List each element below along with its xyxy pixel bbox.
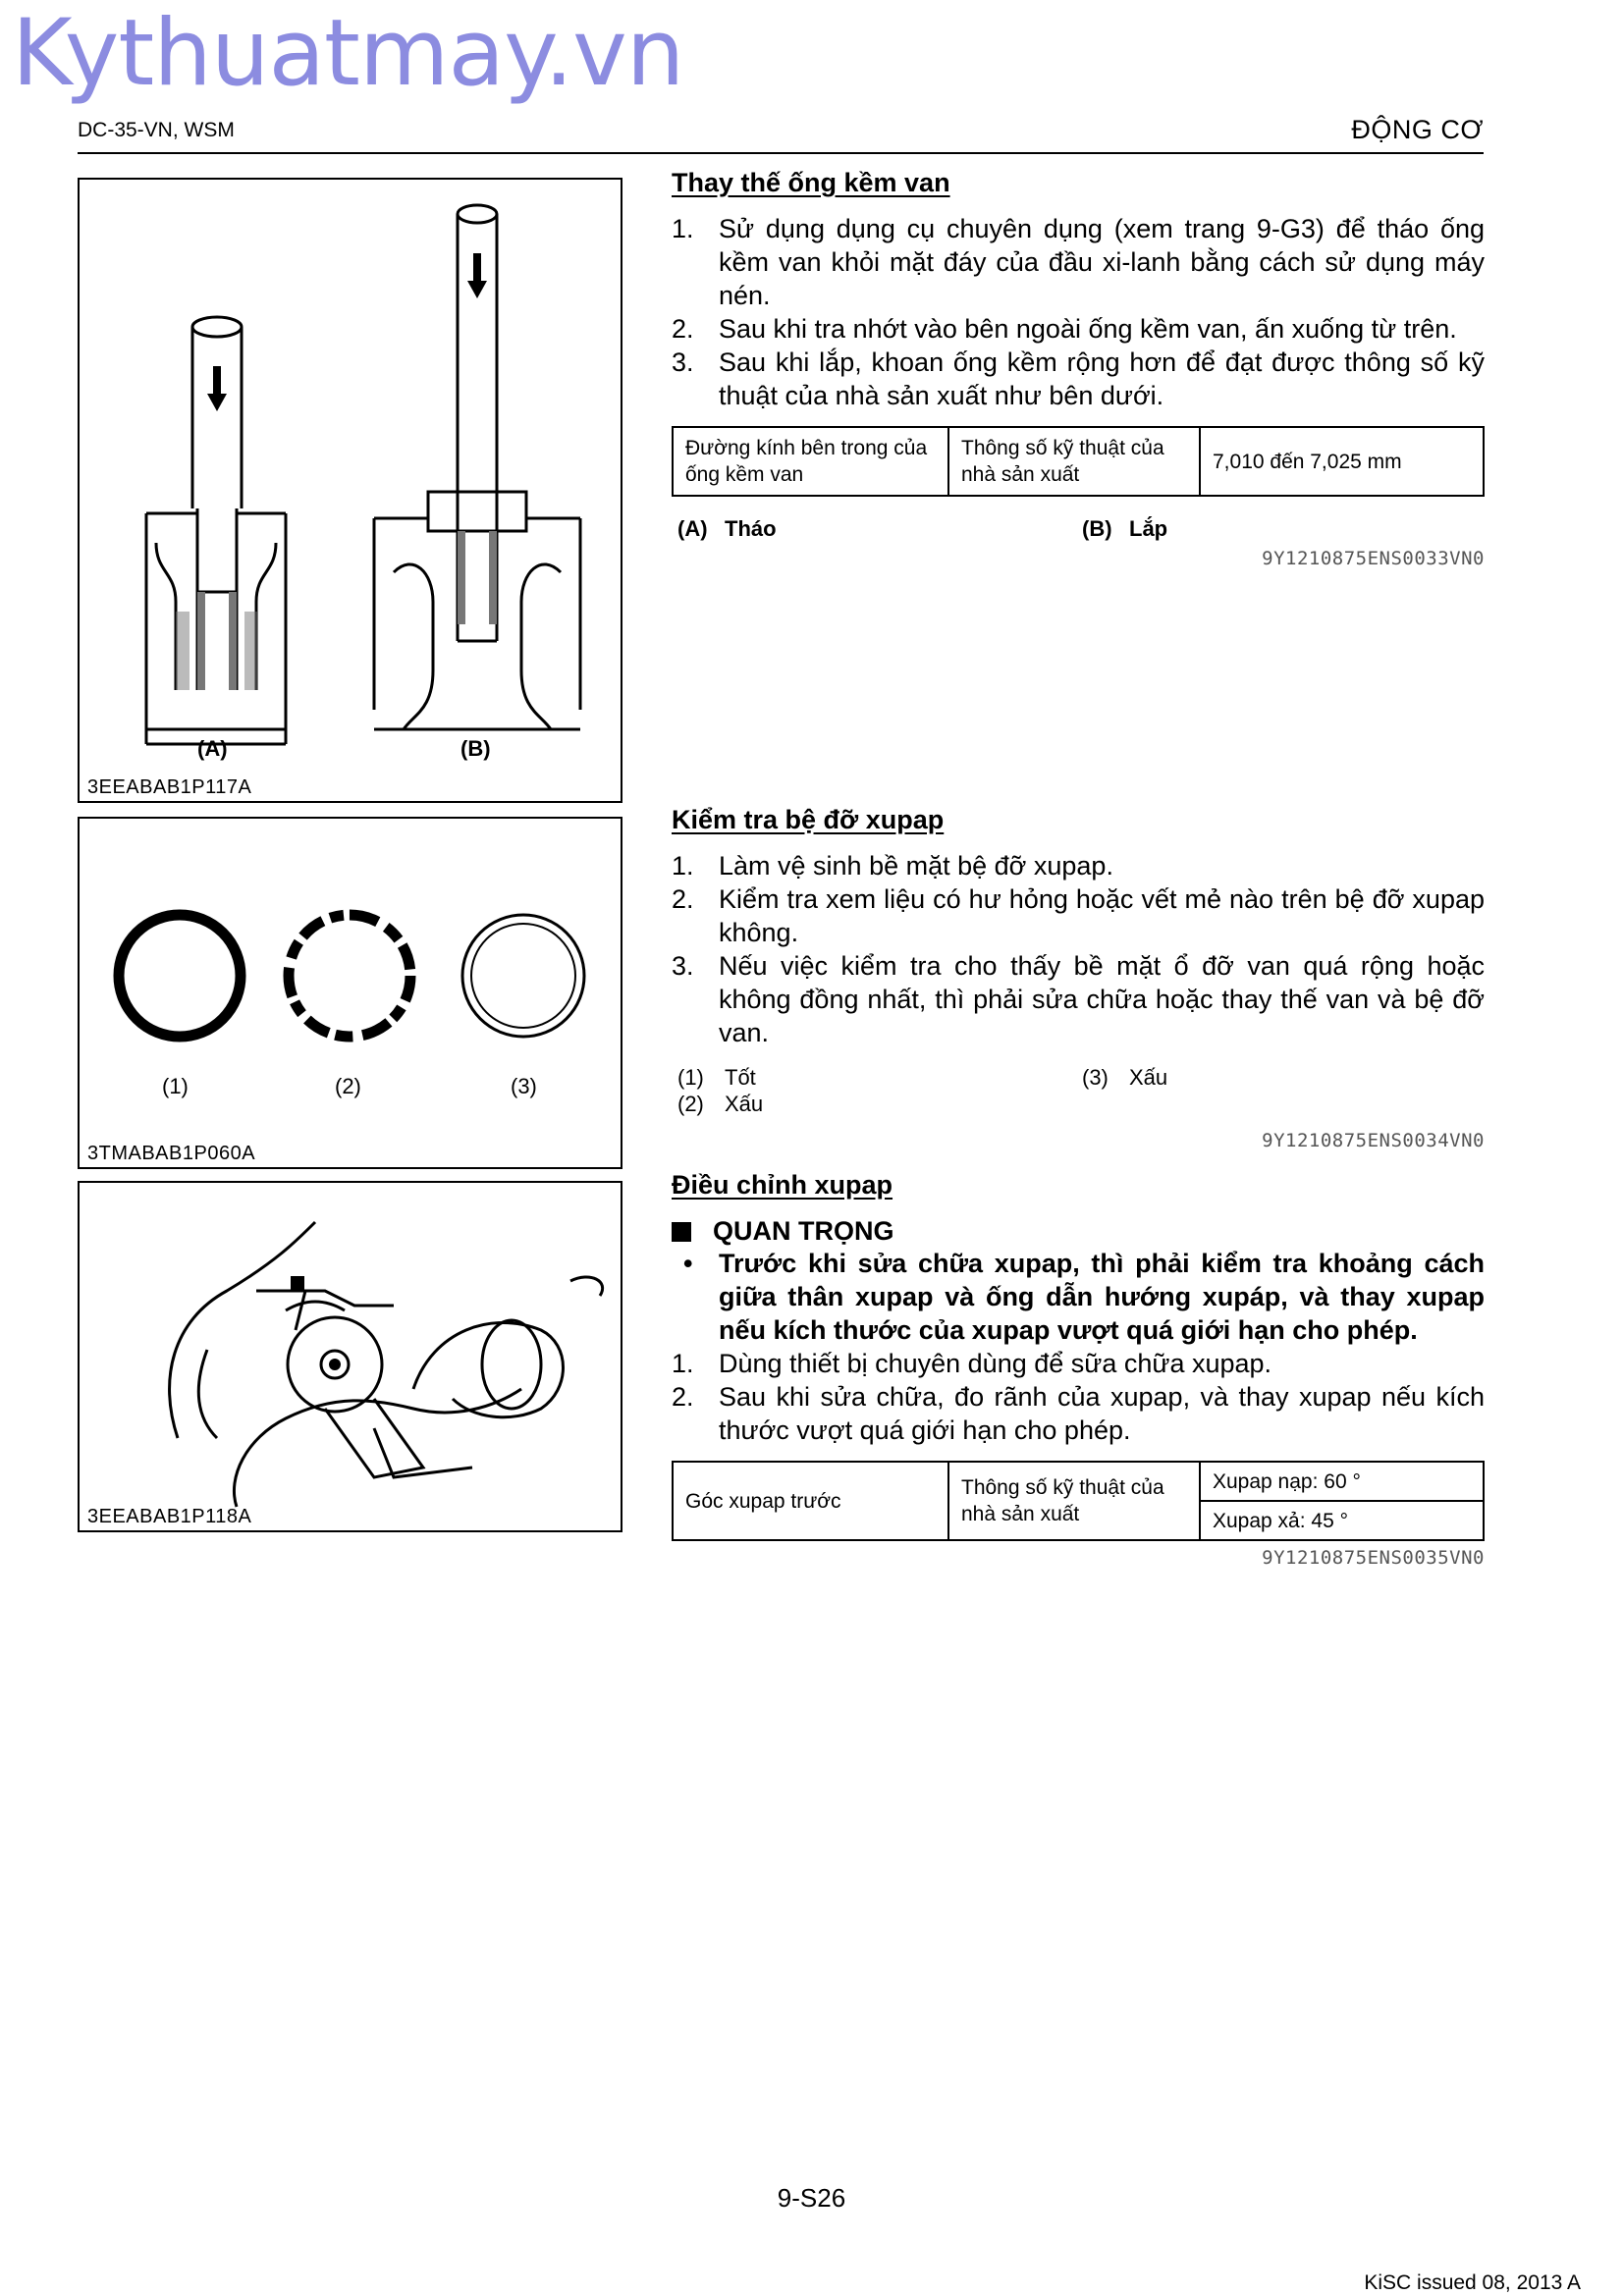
spec-type: Thông số kỹ thuật của nhà sản xuất [948, 427, 1200, 496]
legend-val-1: Tốt [725, 1065, 756, 1090]
figure-code: 3EEABAB1P118A [87, 1506, 252, 1527]
legend [672, 516, 1485, 546]
legend-key-1: (1) [677, 1065, 704, 1090]
section-title-valve-adjust: Điều chỉnh xupap [672, 1170, 893, 1200]
section-title-valve-guide: Thay thế ống kềm van [672, 168, 950, 197]
section-title-valve-seat: Kiểm tra bệ đỡ xupap [672, 805, 945, 834]
label-1: (1) [162, 1074, 189, 1098]
reference-code: 9Y1210875ENS0033VN0 [1262, 548, 1485, 569]
step-item: 3. Sau khi lắp, khoan ống kềm rộng hơn để đạt được thông số kỹ thuật của nhà sản xuất như bên dưới. [672, 347, 1485, 410]
steps-list [672, 212, 1485, 412]
spec-value-intake: Xupap nạp: 60 ° [1200, 1462, 1484, 1501]
step-item: 1. Sử dụng dụng cụ chuyên dụng (xem trang 9-G3) để tháo ống kềm van khỏi mặt đáy của đầu xi-lanh bằng cách sử dụng máy nén. [672, 214, 1485, 310]
step-item: 2. Sau khi sửa chữa, đo rãnh của xupap, và thay xupap nếu kích thước vượt quá giới hạn cho phép. [672, 1382, 1485, 1445]
bullet-dot-icon: • [683, 1249, 693, 1278]
label-b: (B) [460, 736, 491, 761]
spec-table-guide-id [672, 426, 1485, 497]
section-valve-adjust [672, 1170, 1485, 1569]
header-rule [78, 152, 1484, 154]
issue-info: KiSC issued 08, 2013 A [1364, 2271, 1581, 2294]
legend [672, 1065, 1485, 1118]
legend-key-a: (A) [677, 516, 708, 541]
step-item: 1. Dùng thiết bị chuyên dùng để sữa chữa xupap. [672, 1349, 1272, 1378]
figure-valve-seat [78, 817, 622, 1169]
figure-code: 3TMABAB1P060A [87, 1143, 256, 1164]
legend-val-a: Tháo [725, 516, 777, 541]
figure-valve-refacer [78, 1181, 622, 1532]
label-3: (3) [511, 1074, 537, 1098]
spec-type: Thông số kỹ thuật của nhà sản xuất [948, 1462, 1200, 1540]
section-valve-seat [672, 805, 1485, 1151]
valve-refacer-illustration [80, 1183, 621, 1530]
label-2: (2) [335, 1074, 361, 1098]
section-title: ĐỘNG CƠ [1351, 115, 1484, 144]
figure-valve-guide [78, 178, 622, 803]
spec-name: Góc xupap trước [673, 1462, 948, 1540]
spec-value: 7,010 đến 7,025 mm [1200, 427, 1484, 496]
important-notice: QUAN TRỌNG [672, 1216, 1485, 1247]
section-valve-guide [672, 168, 1485, 569]
square-bullet-icon [672, 1222, 691, 1242]
label-a: (A) [197, 736, 228, 761]
legend-val-3: Xấu [1129, 1065, 1168, 1090]
doc-id: DC-35-VN, WSM [78, 119, 235, 141]
spec-table-valve-angle [672, 1461, 1485, 1541]
important-bullets [672, 1247, 1485, 1347]
watermark: Kythuatmay.vn [12, 0, 684, 107]
figure-code: 3EEABAB1P117A [87, 776, 252, 798]
page-number: 9-S26 [777, 2183, 846, 2213]
step-item: 3. Nếu việc kiểm tra cho thấy bề mặt ổ đỡ van quá rộng hoặc không đồng nhất, thì phải sửa chữa hoặc thay thế van và bệ đỡ van. [672, 951, 1485, 1047]
legend-key-2: (2) [677, 1092, 704, 1116]
step-item: 2. Kiểm tra xem liệu có hư hỏng hoặc vết mẻ nào trên bệ đỡ xupap không. [672, 884, 1485, 947]
bullet-item: • Trước khi sửa chữa xupap, thì phải kiểm tra khoảng cách giữa thân xupap và ống dẫn hướng xupáp, và thay xupap nếu kích thước của xupap vượt quá giới hạn cho phép. [683, 1249, 1485, 1345]
spec-value-exhaust: Xupap xả: 45 ° [1200, 1501, 1484, 1540]
valve-guide-illustration [80, 180, 621, 801]
legend-key-b: (B) [1082, 516, 1112, 541]
steps-list [672, 849, 1485, 1049]
steps-list [672, 1347, 1485, 1447]
step-item: 1. Làm vệ sinh bề mặt bệ đỡ xupap. [672, 851, 1113, 881]
spec-name: Đường kính bên trong của ống kềm van [673, 427, 948, 496]
legend-key-3: (3) [1082, 1065, 1109, 1090]
reference-code: 9Y1210875ENS0035VN0 [1262, 1547, 1485, 1569]
reference-code: 9Y1210875ENS0034VN0 [1262, 1130, 1485, 1151]
step-item: 2. Sau khi tra nhớt vào bên ngoài ống kềm van, ấn xuống từ trên. [672, 314, 1457, 344]
legend-val-2: Xấu [725, 1092, 764, 1116]
legend-val-b: Lắp [1129, 516, 1168, 541]
valve-seat-rings [80, 819, 621, 1167]
